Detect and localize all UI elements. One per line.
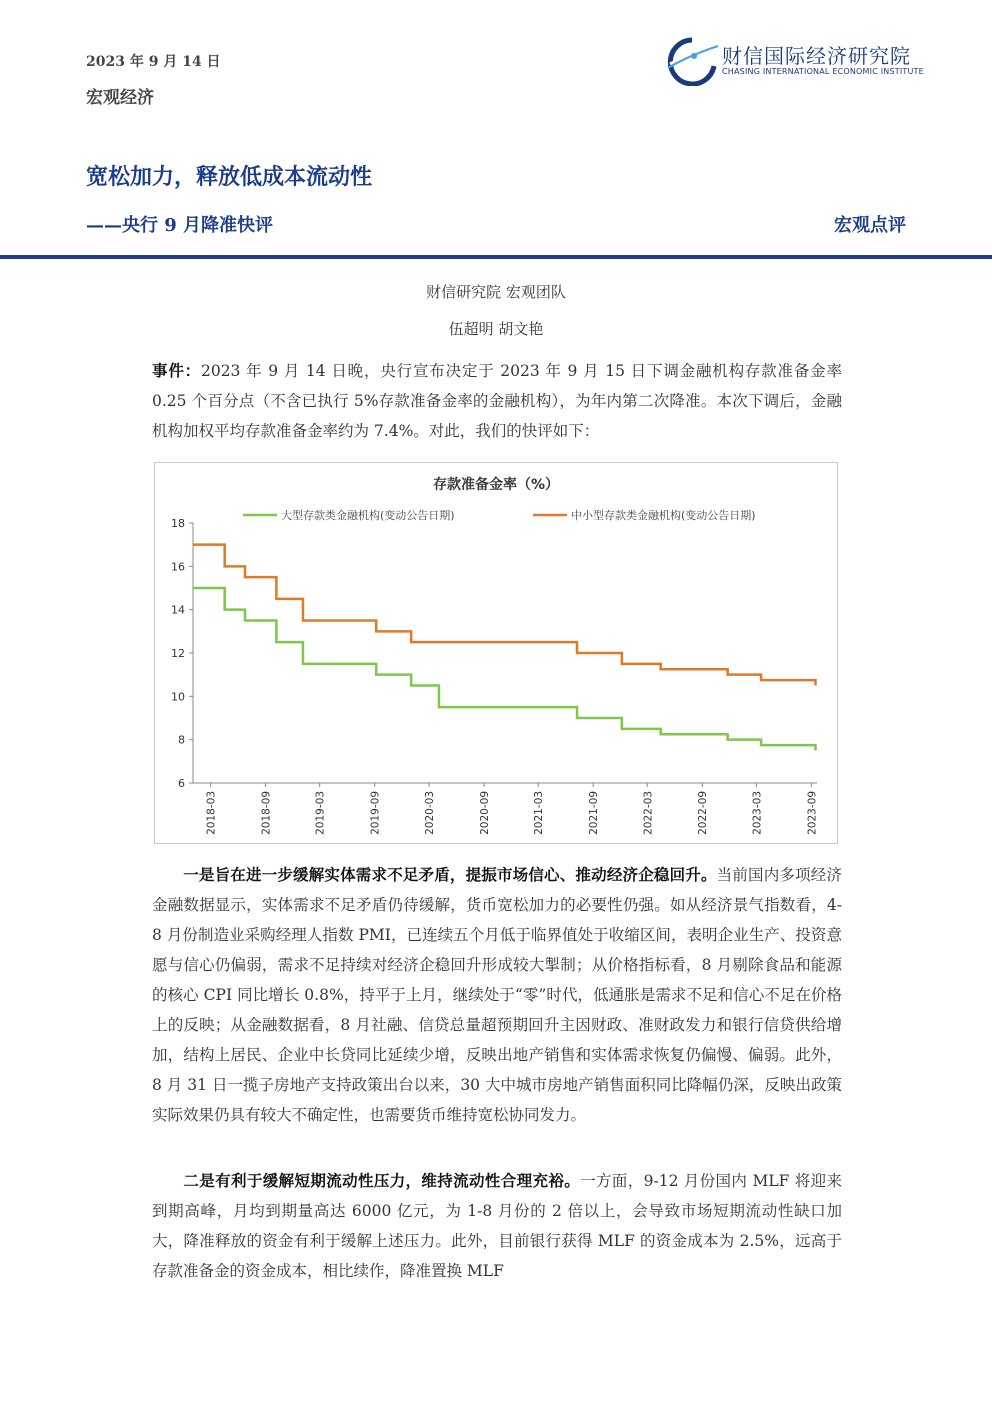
authors: 伍超明 胡文艳 bbox=[448, 320, 544, 338]
x-tick-label: 2019-09 bbox=[369, 791, 382, 835]
point2-lead: 二是有利于缓解短期流动性压力，维持流动性合理充裕。 bbox=[183, 1171, 581, 1190]
x-tick-label: 2018-09 bbox=[260, 791, 273, 835]
logo-chinese-name: 财信国际经济研究院 bbox=[722, 44, 911, 68]
x-tick-label: 2020-09 bbox=[479, 791, 492, 835]
y-tick-label: 16 bbox=[171, 560, 185, 574]
event-label: 事件： bbox=[152, 361, 201, 380]
x-tick-label: 2022-09 bbox=[697, 791, 710, 835]
y-tick-label: 12 bbox=[171, 647, 185, 660]
x-tick-label: 2019-03 bbox=[314, 791, 327, 835]
y-tick-label: 14 bbox=[171, 603, 185, 617]
chart-canvas bbox=[155, 463, 837, 843]
event-paragraph bbox=[152, 356, 842, 446]
report-date: 2023 年 9 月 14 日 bbox=[86, 54, 221, 70]
y-tick-label: 18 bbox=[171, 517, 185, 530]
y-tick-label: 6 bbox=[178, 777, 185, 790]
reserve-ratio-chart bbox=[154, 462, 838, 844]
report-title: 宽松加力，释放低成本流动性 bbox=[86, 164, 373, 190]
point2-text: 一方面，9-12 月份国内 MLF 将迎来到期高峰，月均到期量高达 6000 亿元，为 1-8 月份的 2 倍以上，会导致市场短期流动性缺口加大，降准释放的资金有利于缓解上述压力。此外，目前银行获得 MLF 的资金成本为 2.5%，远高于存款准备金的资金成本，相比续作，降准置换 MLF bbox=[152, 1172, 842, 1280]
point1-text: 当前国内多项经济金融数据显示，实体需求不足矛盾仍待缓解，货币宽松加力的必要性仍强。如从经济景气指数看，4-8 月份制造业采购经理人指数 PMI，已连续五个月低于临界值处于收缩区间，表明企业生产、投资意愿与信心仍偏弱，需求不足持续对经济企稳回升形成较大掣制；从价格指标看，8 月剔除食品和能源的核心 CPI 同比增长 0.8%，持平于上月，继续处于“零”时代，低通胀是需求不足和信心不足在价格上的反映；从金融数据看，8 月社融、信贷总量超预期回升主因财政、准财政发力和银行信贷供给增加，结构上居民、企业中长贷同比延续少增，反映出地产销售和实体需求恢复仍偏慢、偏弱。此外，8 月 31 日一揽子房地产支持政策出台以来，30 大中城市房地产销售面积同比降幅仍深，反映出政策实际效果仍具有较大不确定性，也需要货币维持宽松协同发力。 bbox=[152, 866, 842, 1124]
y-tick-label: 8 bbox=[178, 733, 185, 747]
logo-english-name: CHASING INTERNATIONAL ECONOMIC INSTITUTE bbox=[722, 67, 924, 76]
institute-logo-icon bbox=[664, 36, 720, 86]
report-subtitle: ——央行 9 月降准快评 bbox=[86, 215, 274, 236]
x-tick-label: 2023-09 bbox=[806, 791, 819, 835]
point2-paragraph bbox=[152, 1166, 842, 1286]
legend-label-large: 大型存款类金融机构(变动公告日期) bbox=[281, 509, 455, 522]
x-tick-label: 2018-03 bbox=[205, 791, 218, 835]
x-tick-label: 2023-03 bbox=[751, 791, 764, 835]
y-tick-label: 10 bbox=[171, 690, 185, 704]
x-tick-label: 2021-09 bbox=[588, 791, 601, 835]
research-team: 财信研究院 宏观团队 bbox=[426, 283, 566, 301]
report-category: 宏观经济 bbox=[86, 88, 154, 108]
x-tick-label: 2020-03 bbox=[424, 791, 437, 835]
point1-lead: 一是旨在进一步缓解实体需求不足矛盾，提振市场信心、推动经济企稳回升。 bbox=[183, 865, 717, 884]
document-type: 宏观点评 bbox=[834, 215, 906, 236]
chart-title: 存款准备金率（%） bbox=[432, 477, 560, 493]
legend-label-small: 中小型存款类金融机构(变动公告日期) bbox=[571, 509, 756, 522]
point1-paragraph bbox=[152, 860, 842, 1130]
event-text: 2023 年 9 月 14 日晚，央行宣布决定于 2023 年 9 月 15 日下调金融机构存款准备金率 0.25 个百分点（不含已执行 5%存款准备金率的金融机构），为年内第二次降准。本次下调后，金融机构加权平均存款准备金率约为 7.4%。对此，我们的快评如下： bbox=[152, 362, 842, 440]
header-divider bbox=[0, 255, 992, 259]
x-tick-label: 2021-03 bbox=[533, 791, 546, 835]
institute-logo bbox=[664, 36, 924, 86]
x-tick-label: 2022-03 bbox=[642, 791, 655, 835]
series-line-small-banks bbox=[193, 545, 816, 686]
